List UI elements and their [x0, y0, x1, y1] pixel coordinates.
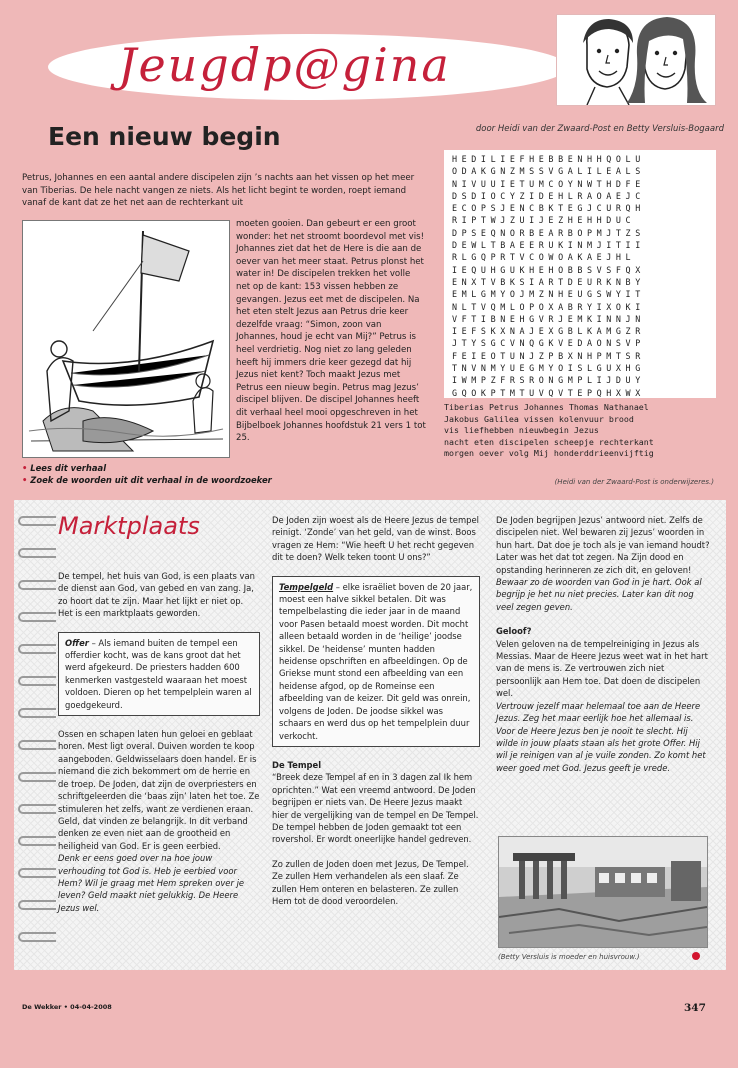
box-text: – elke israëliet boven de 20 jaar, moest een halve sikkel betalen. Dit was tempelbelasting die ieder jaar in de maand voor Pasen betaald moest worden. Dit mocht alleen betaald worden in de ‘heilige’ joodse sikkel. De ‘heidense’ munten hadden heidense opschriften en afbeeldingen. Op de Griekse munt stond een afbeelding van een heidense afgod, op de Romeinse een afbeelding van de keizer. Dit geld was onrein, volgens de Joden. De joodse sikkel was schaars en werd dus op het tempelplein duur verkocht.: [279, 581, 473, 741]
author-credit: (Heidi van der Zwaard-Post is onderwijzeres.): [554, 478, 714, 486]
grid-row: RIPTWJZUIJEZHEHHDUC: [452, 215, 636, 226]
page-title: Jeugdp@gina: [118, 38, 451, 92]
end-mark-icon: [692, 952, 700, 960]
task-list: [22, 462, 382, 486]
spiral-ring-icon: [18, 836, 56, 846]
article-headline: Een nieuw begin: [48, 122, 281, 151]
grid-row: EMLGMYOJMZNHEUGSWYIT: [452, 289, 645, 300]
spiral-ring-icon: [18, 612, 56, 622]
fishing-boat-illustration: [22, 220, 230, 458]
grid-row: DSDIOCYZIDEHLRAOAEJC: [452, 190, 645, 201]
byline: door Heidi van der Zwaard-Post en Betty Versluis-Bogaard: [475, 124, 724, 134]
grid-row: VFTIBNEHGVRJEMKINNJN: [452, 313, 645, 324]
grid-row: GQOKPTMTUVQVTEPQHXWX: [452, 387, 645, 398]
word-list-line: Jakobus Galilea vissen kolenvuur brood: [444, 413, 634, 424]
grid-row: DEWLTBAEERUKINMJITII: [452, 240, 645, 251]
spiral-ring-icon: [18, 740, 56, 750]
spiral-ring-icon: [18, 644, 56, 654]
grid-row: IWMPZFRSRONGMPLIJDUY: [452, 375, 645, 386]
grid-row: IEQUHGUKHEHOBBSVSFQX: [452, 264, 645, 275]
paragraph: Ossen en schapen laten hun geloei en geblaat horen. Mest ligt overal. Duiven worden te koop aangeboden. Geldwisselaars doen handel. Er is niemand die zich bekommert om de herrie en de troep. De Joden, dat zijn de overpriesters en schriftgeleerden die ‘baas zijn’ laten het toe. Ze stimuleren het zelfs, want ze verdienen eraan. Geld, dat vinden ze belangrijk. In dit verband denken ze even niet aan de grootheid en heiligheid van God. Er is geen eerbied.: [58, 729, 260, 851]
grid-row: ODAKGNZMSSVGALILEALS: [452, 166, 645, 177]
publication-info: De Wekker • 04-04-2008: [22, 1003, 112, 1011]
page-number: 347: [684, 1002, 706, 1014]
paragraph: De tempel, het huis van God, is een plaats van de dienst aan God, van gebed en van zang. Ja, zo hoort dat te zijn. Maar het lijkt er niet op. Het is een marktplaats geworden.: [58, 571, 255, 619]
grid-row: ENXTVBKSIARTDEURKNBY: [452, 276, 645, 287]
spiral-ring-icon: [18, 580, 56, 590]
section-title: Marktplaats: [58, 512, 200, 540]
word-search-grid: [444, 150, 716, 398]
grid-row: DPSEQNORBEARBOPMJTZS: [452, 227, 645, 238]
article-story: moeten gooien. Dan gebeurt er een groot wonder: het net stroomt boordevol met vis! Johannes ziet dat het de Here is die aan de oever van het meer staat. Petrus plonst het water in! De discipelen trekken het volle net op de kant: 153 vissen hebben ze gevangen. Jezus eet met de discipelen. Na het eten stelt Jezus aan Petrus drie keer dezelfde vraag: “Simon, zoon van Johannes, houd je echt van Mij?” Petrus is heel verdrietig. Nog niet zo lang geleden heeft hij immers drie keer gezegd dat hij Jezus niet kent? Toch maakt Jezus met Petrus een nieuw begin. Petrus mag Jezus’ discipel blijven. De discipel Johannes heeft dit verhaal heel mooi opgeschreven in het Bijbelboek Johannes hoofdstuk 21 vers 1 tot 25.: [236, 219, 426, 444]
bullet-icon: •: [22, 475, 31, 485]
spiral-ring-icon: [18, 548, 56, 558]
column-1: [58, 570, 260, 914]
spiral-ring-icon: [18, 772, 56, 782]
article-intro: Petrus, Johannes en een aantal andere discipelen zijn ’s nachts aan het vissen op het meer van Tiberias. De hele nacht vangen ze niets. Als het licht begint te worden, roept iemand vanaf de kant dat ze het net aan de rechterkant uit: [22, 173, 415, 209]
word-list-line: vis liefhebben nieuwbegin Jezus: [444, 425, 599, 436]
grid-row: RLGQPRTVCOWOAKAEJHL: [452, 252, 636, 263]
italic-paragraph: Bewaar zo de woorden van God in je hart. Ook al begrijp je het nu niet precies. Later kan dit nog veel zegen geven.: [496, 577, 702, 612]
grid-row: NLTVQMLOPOXABRYIXOKI: [452, 301, 645, 312]
spiral-ring-icon: [18, 900, 56, 910]
photo-caption: (Betty Versluis is moeder en huisvrouw.): [498, 953, 640, 961]
spiral-ring-icon: [18, 932, 56, 942]
column-2: [272, 514, 480, 919]
grid-row: JTYSGCVNQGKVEDAONSVP: [452, 338, 645, 349]
paragraph: De Joden zijn woest als de Heere Jezus de tempel reinigt. ‘Zonde’ van het geld, van de winst. Boos vragen ze Hem: “Wie heeft U het recht gegeven dit te doen? Welk teken toont U ons?”: [272, 515, 479, 563]
bullet-icon: •: [22, 463, 31, 473]
paragraph: De Joden begrijpen Jezus’ antwoord niet. Zelfs de discipelen niet. Wel bewaren zij Jezus’ woorden in hun hart. Dat doe je toch als je van iemand houdt? Later was het dat tot zegen. Na Zijn dood en opstanding herinneren ze zich dit, en geloven!: [496, 515, 710, 575]
offer-box: [58, 632, 260, 716]
paragraph: Velen geloven na de tempelreiniging in Jezus als Messias. Maar de Heere Jezus weet wat in het hart van de mens is. Ze vertrouwen zich niet persoonlijk aan Hem toe. Dat doen de discipelen wel.: [496, 638, 708, 699]
column-3: [496, 514, 710, 774]
italic-paragraph: Denk er eens goed over na hoe jouw verhouding tot God is. Heb je eerbied voor Hem? Wil je graag met Hem spreken over je leven? Geld maakt niet gelukkig. De Heere Jezus wel.: [58, 853, 245, 913]
temple-ruins-photo: [498, 836, 708, 948]
authors-portrait-illustration: [556, 14, 716, 106]
word-list-line: morgen oever volg Mij honderddrieenvijftig: [444, 448, 654, 459]
subheading: De Tempel: [272, 759, 322, 770]
box-label: Tempelgeld: [279, 581, 334, 592]
grid-row: TNVNMYUEGMYOISLGUXHG: [452, 363, 645, 374]
spiral-ring-icon: [18, 676, 56, 686]
box-label: Offer: [65, 637, 89, 648]
spiral-ring-icon: [18, 516, 56, 526]
grid-row: IEFSKXNAJEXGBLKAMGZR: [452, 326, 645, 337]
paragraph: “Breek deze Tempel af en in 3 dagen zal Ik hem oprichten.” Wat een vreemd antwoord. De Joden begrijpen er niets van. De Heere Jezus maakt hier de vergelijking van de tempel en De Tempel. De tempel hebben de Joden gemaakt tot een rovershol. Er wordt oneerlijke handel gedreven.: [272, 772, 479, 845]
word-list-line: nacht eten discipelen scheepje rechterkant: [444, 436, 654, 447]
word-list-line: Tiberias Petrus Johannes Thomas Nathanael: [444, 402, 649, 412]
grid-row: FEIEOTUNJZPBXNHPMTSR: [452, 350, 645, 361]
paragraph: Zo zullen de Joden doen met Jezus, De Tempel. Ze zullen Hem verhandelen als een slaaf. Ze zullen Hem onteren en belasteren. Ze zullen Hem tot de dood veroordelen.: [272, 858, 469, 906]
grid-row: NIVUUIETUMCOYNWTHDFE: [452, 178, 645, 189]
spiral-ring-icon: [18, 868, 56, 878]
task-item: • Zoek de woorden uit dit verhaal in de woordzoeker: [22, 475, 272, 485]
spiral-ring-icon: [18, 804, 56, 814]
italic-paragraph: Vertrouw jezelf maar helemaal toe aan de Heere Jezus. Zeg het maar eerlijk hoe het allemaal is. Voor de Heere Jezus ben je nooit te slecht. Hij wilde in jouw plaats staan als het grote Offer. Hij wil je reinigen van al je vuile zonden. Zo komt het weer goed met God. Jezus geeft je vrede.: [496, 700, 706, 773]
grid-row: ECOPSJENCBKTEGJCURQH: [452, 203, 645, 214]
spiral-ring-icon: [18, 708, 56, 718]
box-text: – Als iemand buiten de tempel een offerdier kocht, was de kans groot dat het werd afgekeurd. De priesters hadden 600 kenmerken vastgesteld waaraan het moest voldoen. Dieren op het tempelplein waren al goedgekeurd.: [65, 637, 252, 710]
grid-row: HEDILIEFHEBBENHHQOLU: [452, 154, 645, 164]
word-list: [444, 402, 716, 460]
subheading: Geloof?: [496, 626, 532, 637]
task-item: • Lees dit verhaal: [22, 463, 107, 473]
tempelgeld-box: [272, 576, 480, 747]
